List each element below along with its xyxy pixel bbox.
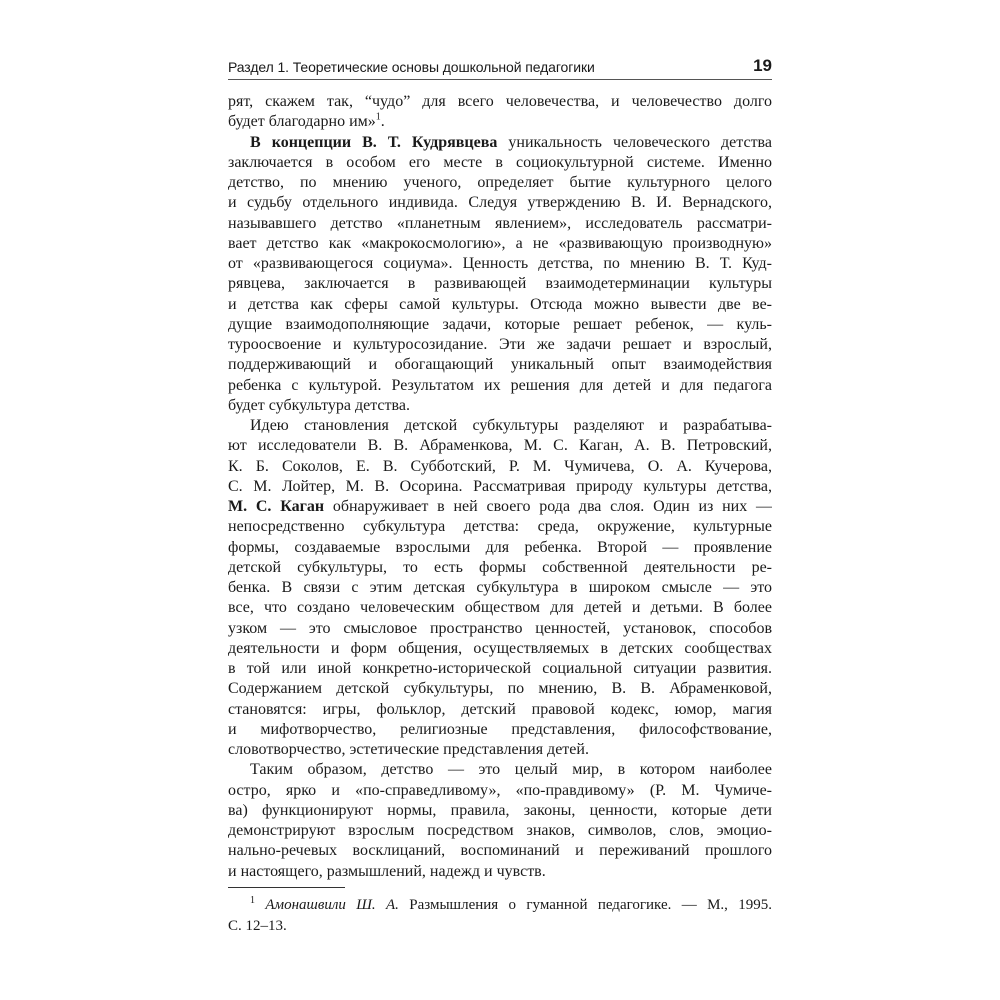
text-line <box>228 760 772 780</box>
text-line <box>228 821 772 841</box>
text-line <box>228 639 772 659</box>
line-text: будет благодарно им» <box>228 113 376 131</box>
line-text: дущие взаимодополняющие задачи, которые решает ребенок, — куль- <box>228 315 772 333</box>
text-line <box>228 355 772 375</box>
text-line <box>228 538 772 558</box>
line-text: ребенка с культурой. Результатом их решения для детей и для педагога <box>228 376 772 394</box>
text-line <box>228 234 772 254</box>
footnote-ref: 1 <box>375 112 381 123</box>
footnote-line: С. 12–13. <box>228 918 287 934</box>
line-text: Содержанием детской субкультуры, по мнению, В. В. Абраменковой, <box>228 680 772 698</box>
line-text: бенка. В связи с этим детская субкультура в широком смысле — это <box>228 579 772 596</box>
line-text: рят, скажем так, “чудо” для всего человечества, и человечество долго <box>228 93 772 110</box>
line-text: . <box>380 113 385 131</box>
text-line <box>228 517 772 537</box>
page-number: 19 <box>753 56 772 75</box>
line-text: все, что создано человеческим обществом для детей и детьми. В более <box>228 599 772 617</box>
line-text: Идею становления детской субкультуры разделяют и разрабатыва- <box>250 417 772 434</box>
line-text: от «развивающегося социума». Ценность детства, по мнению В. Т. Куд- <box>228 255 772 272</box>
text-line <box>228 416 772 436</box>
line-text: обнаруживает в ней своего рода два слоя. Один из них — <box>324 498 772 515</box>
line-text: становятся: игры, фольклор, детский правовой кодекс, юмор, магия <box>228 700 772 718</box>
text-line <box>228 679 772 699</box>
line-text: детской субкультуры, то есть формы собственной деятельности ре- <box>228 558 772 576</box>
text-line <box>228 457 772 477</box>
line-text: узком — это смысловое пространство ценностей, установок, способов <box>228 619 772 637</box>
line-text: ва) функционируют нормы, правила, законы, ценности, которые дети <box>228 801 772 819</box>
line-text: ют исследователи В. В. Абраменкова, М. С. Каган, А. В. Петровский, <box>228 437 772 455</box>
text-line <box>228 335 772 355</box>
text-line <box>228 781 772 801</box>
line-text: рявцева, заключается в развивающей взаимодетерминации культуры <box>228 275 772 293</box>
line-text: деятельности и форм общения, осуществляемых в детских сообществах <box>228 639 772 657</box>
line-text: будет субкультура детства. <box>228 396 410 414</box>
line-text: поддерживающий и обогащающий уникальный опыт взаимодействия <box>228 356 772 374</box>
text-line <box>228 193 772 213</box>
line-text: К. Б. Соколов, Е. В. Субботский, Р. М. Чумичева, О. А. Кучерова, <box>228 457 772 475</box>
main-text <box>228 92 772 882</box>
line-text: формы, создаваемые взрослыми для ребенка. Второй — проявление <box>228 538 772 556</box>
line-text: и мифотворчество, религиозные представления, философствование, <box>228 720 772 738</box>
text-line <box>228 497 772 517</box>
line-text: заключается в особом его месте в социокультурной системе. Именно <box>228 153 772 171</box>
line-text: непосредственно субкультура детства: среда, окружение, культурные <box>228 518 772 536</box>
text-line <box>228 376 772 396</box>
text-line <box>228 214 772 234</box>
line-text: демонстрируют взрослым посредством знаков, символов, слов, эмоцио- <box>228 822 772 839</box>
text-line <box>228 153 772 173</box>
line-text: детство, по мнению ученого, определяет бытие культурного целого <box>228 174 772 191</box>
line-text: Таким образом, детство — это целый мир, в котором наиболее <box>250 761 772 779</box>
text-line <box>228 578 772 598</box>
line-text: С. М. Лойтер, М. В. Осорина. Рассматривая природу культуры детства, <box>228 477 772 495</box>
text-line <box>228 558 772 578</box>
line-text: и настоящего, размышлений, надежд и чувств. <box>228 862 546 880</box>
text-line <box>228 274 772 294</box>
text-line <box>228 295 772 315</box>
line-text: и детства как сферы самой культуры. Отсюда можно вывести две ве- <box>228 295 772 313</box>
line-text: нально-речевых восклицаний, воспоминаний и переживаний прошлого <box>228 842 772 860</box>
line-text: называвшего детство «планетным явлением», исследователь рассматри- <box>228 214 772 232</box>
line-text: словотворчество, эстетические представления детей. <box>228 741 589 758</box>
footnote-author: Амонашвили Ш. А. <box>265 897 399 913</box>
text-line <box>228 133 772 153</box>
footnote-text: Размышления о гуманной педагогике. — М., 1995. <box>398 897 772 913</box>
line-text: туроосвоение и культуросозидание. Эти же задачи решает и взрослый, <box>228 336 772 353</box>
text-line <box>228 173 772 193</box>
text-line <box>228 619 772 639</box>
footnote-divider <box>228 887 345 888</box>
text-line <box>228 801 772 821</box>
line-text: уникальность человеческого детства <box>497 133 772 151</box>
line-text: и судьбу отдельного индивида. Следуя утверждению В. И. Вернадского, <box>228 194 772 212</box>
text-line <box>228 740 772 760</box>
line-text: в той или иной конкретно-исторической социальной ситуации развития. <box>228 660 772 677</box>
running-title: Раздел 1. Теоретические основы дошкольной педагогики <box>228 59 595 75</box>
bold-name: М. С. Каган <box>228 498 325 515</box>
text-line <box>228 92 772 112</box>
text-line <box>228 254 772 274</box>
footnote-line <box>228 895 772 916</box>
line-text: вает детство как «макрокосмологию», а не «развивающую производную» <box>228 234 772 252</box>
text-line <box>228 477 772 497</box>
running-header <box>228 57 772 80</box>
line-text: остро, ярко и «по-справедливому», «по-правдивому» (Р. М. Чумиче- <box>228 781 772 799</box>
text-line <box>228 720 772 740</box>
text-line <box>228 841 772 861</box>
text-line <box>228 436 772 456</box>
text-line <box>228 700 772 720</box>
text-line <box>228 396 772 416</box>
text-line <box>228 862 772 882</box>
footnote-marker: 1 <box>250 895 255 906</box>
footnote <box>228 895 772 937</box>
text-line <box>228 112 772 132</box>
text-line <box>228 315 772 335</box>
text-line <box>228 659 772 679</box>
bold-name: В концепции В. Т. Кудрявцева <box>250 133 498 151</box>
text-line <box>228 598 772 618</box>
